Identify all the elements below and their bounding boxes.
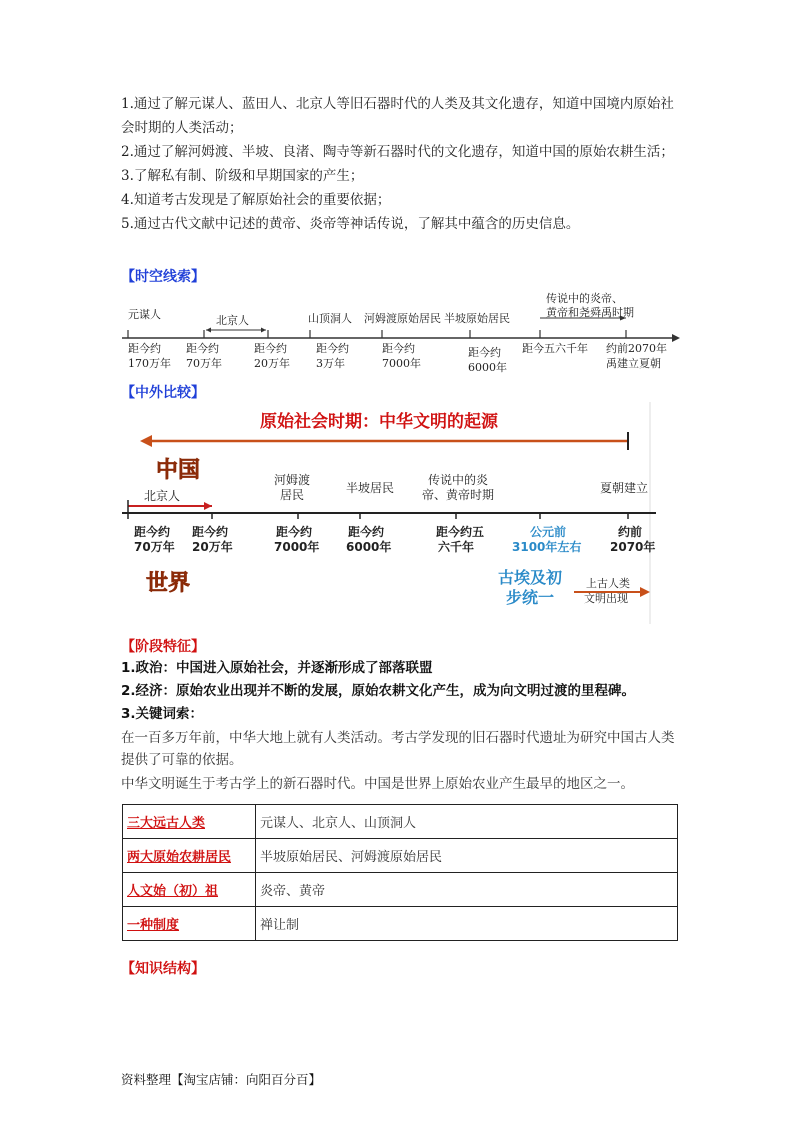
t2-upper-1: 上古人类 bbox=[586, 577, 630, 590]
date-xia-1: 约前2070年 bbox=[606, 342, 667, 355]
t2-d2a: 距今约 bbox=[192, 525, 229, 539]
t2-d3b: 7000年 bbox=[274, 540, 320, 554]
table-value: 元谋人、北京人、山顶洞人 bbox=[256, 805, 678, 839]
table-value: 禅让制 bbox=[256, 907, 678, 941]
t2-d6a: 公元前 bbox=[530, 525, 567, 539]
date-6000-2: 6000年 bbox=[468, 361, 507, 374]
t2-xia: 夏朝建立 bbox=[600, 481, 649, 495]
feature-para-2: 中华文明诞生于考古学上的新石器时代。中国是世界上原始农业产生最早的地区之一。 bbox=[121, 776, 634, 792]
t2-upper-2: 文明出现 bbox=[584, 592, 628, 605]
table-row bbox=[123, 805, 678, 839]
label-hemudu: 河姆渡原始居民 bbox=[364, 312, 441, 325]
section-structure-heading: 【知识结构】 bbox=[121, 961, 205, 977]
date-70w-2: 70万年 bbox=[186, 357, 222, 370]
table-key: 三大远古人类 bbox=[123, 805, 256, 839]
table-key: 两大原始农耕居民 bbox=[123, 839, 256, 873]
label-banpo: 半坡原始居民 bbox=[444, 312, 510, 325]
label-china: 中国 bbox=[156, 458, 201, 483]
label-legend-1: 传说中的炎帝、 bbox=[546, 292, 623, 305]
t2-d7b: 2070年 bbox=[610, 540, 656, 554]
t2-beijing: 北京人 bbox=[144, 489, 181, 503]
t2-egypt-1: 古埃及初 bbox=[498, 568, 563, 587]
table-key: 一种制度 bbox=[123, 907, 256, 941]
section-compare-heading: 【中外比较】 bbox=[121, 385, 205, 401]
summary-table bbox=[122, 804, 678, 941]
spacetime-timeline bbox=[120, 288, 680, 376]
t2-d4a: 距今约 bbox=[348, 525, 385, 539]
t2-d1a: 距今约 bbox=[134, 525, 171, 539]
learning-objectives bbox=[121, 92, 681, 236]
feature-economy: 2.经济：原始农业出现并不断的发展，原始农耕文化产生，成为向文明过渡的里程碑。 bbox=[121, 683, 636, 699]
t2-legend-1: 传说中的炎 bbox=[428, 473, 489, 487]
t2-hemudu: 河姆渡 bbox=[274, 473, 311, 487]
t2-d5b: 六千年 bbox=[438, 540, 475, 554]
date-xia-2: 禹建立夏朝 bbox=[606, 357, 661, 370]
objective-1: 1.通过了解元谋人、蓝田人、北京人等旧石器时代的人类及其文化遗存，知道中国境内原始社会时期的人类活动； bbox=[121, 96, 674, 136]
objective-3: 3.了解私有制、阶级和早期国家的产生； bbox=[121, 168, 364, 184]
table-row bbox=[123, 839, 678, 873]
date-20w-2: 20万年 bbox=[254, 357, 290, 370]
date-3w-2: 3万年 bbox=[316, 357, 345, 370]
t2-d6b: 3100年左右 bbox=[512, 540, 582, 554]
t2-d2b: 20万年 bbox=[192, 540, 233, 554]
timeline-arrowhead bbox=[672, 334, 680, 342]
page-footer: 资料整理【淘宝店铺：向阳百分百】 bbox=[121, 1072, 322, 1087]
date-20w-1: 距今约 bbox=[254, 342, 287, 355]
comparison-timeline bbox=[120, 402, 660, 624]
section-features-heading: 【阶段特征】 bbox=[121, 639, 205, 655]
t2-egypt-2: 步统一 bbox=[506, 588, 555, 607]
date-yuanmou-2: 170万年 bbox=[128, 357, 171, 370]
date-7000-1: 距今约 bbox=[382, 342, 415, 355]
t2-d1b: 70万年 bbox=[134, 540, 175, 554]
date-56000: 距今五六千年 bbox=[522, 342, 588, 355]
label-shandingdong: 山顶洞人 bbox=[308, 312, 352, 325]
t2-d7a: 约前 bbox=[618, 525, 643, 539]
label-yuanmou: 元谋人 bbox=[128, 308, 161, 321]
date-yuanmou-1: 距今约 bbox=[128, 342, 161, 355]
date-3w-1: 距今约 bbox=[316, 342, 349, 355]
label-legend-2: 黄帝和尧舜禹时期 bbox=[546, 306, 634, 319]
table-row bbox=[123, 907, 678, 941]
objective-2: 2.通过了解河姆渡、半坡、良渚、陶寺等新石器时代的文化遗存，知道中国的原始农耕生活； bbox=[121, 144, 674, 160]
t2-legend-2: 帝、黄帝时期 bbox=[422, 488, 495, 502]
t2-jumin: 居民 bbox=[280, 488, 305, 502]
feature-keywords: 3.关键词索： bbox=[121, 706, 204, 722]
table-value: 炎帝、黄帝 bbox=[256, 873, 678, 907]
banner-title: 原始社会时期：中华文明的起源 bbox=[260, 412, 498, 432]
objective-5: 5.通过古代文献中记述的黄帝、炎帝等神话传说，了解其中蕴含的历史信息。 bbox=[121, 216, 580, 232]
objective-4: 4.知道考古发现是了解原始社会的重要依据； bbox=[121, 192, 391, 208]
t2-d5a: 距今约五 bbox=[436, 525, 485, 539]
t2-banpo: 半坡居民 bbox=[346, 481, 395, 495]
stage-features bbox=[121, 658, 681, 795]
table-key: 人文始（初）祖 bbox=[123, 873, 256, 907]
feature-politics: 1.政治：中国进入原始社会，并逐渐形成了部落联盟 bbox=[121, 660, 433, 676]
t2-d4b: 6000年 bbox=[346, 540, 392, 554]
feature-para-1: 在一百多万年前，中华大地上就有人类活动。考古学发现的旧石器时代遗址为研究中国古人类提供了可靠的依据。 bbox=[121, 730, 675, 768]
label-beijing: 北京人 bbox=[216, 314, 249, 327]
table-row bbox=[123, 873, 678, 907]
section-timeline-heading: 【时空线索】 bbox=[121, 269, 205, 285]
table-value: 半坡原始居民、河姆渡原始居民 bbox=[256, 839, 678, 873]
date-7000-2: 7000年 bbox=[382, 357, 421, 370]
date-70w-1: 距今约 bbox=[186, 342, 219, 355]
date-6000-1: 距今约 bbox=[468, 346, 501, 359]
label-world: 世界 bbox=[146, 571, 191, 596]
t2-d3a: 距今约 bbox=[276, 525, 313, 539]
